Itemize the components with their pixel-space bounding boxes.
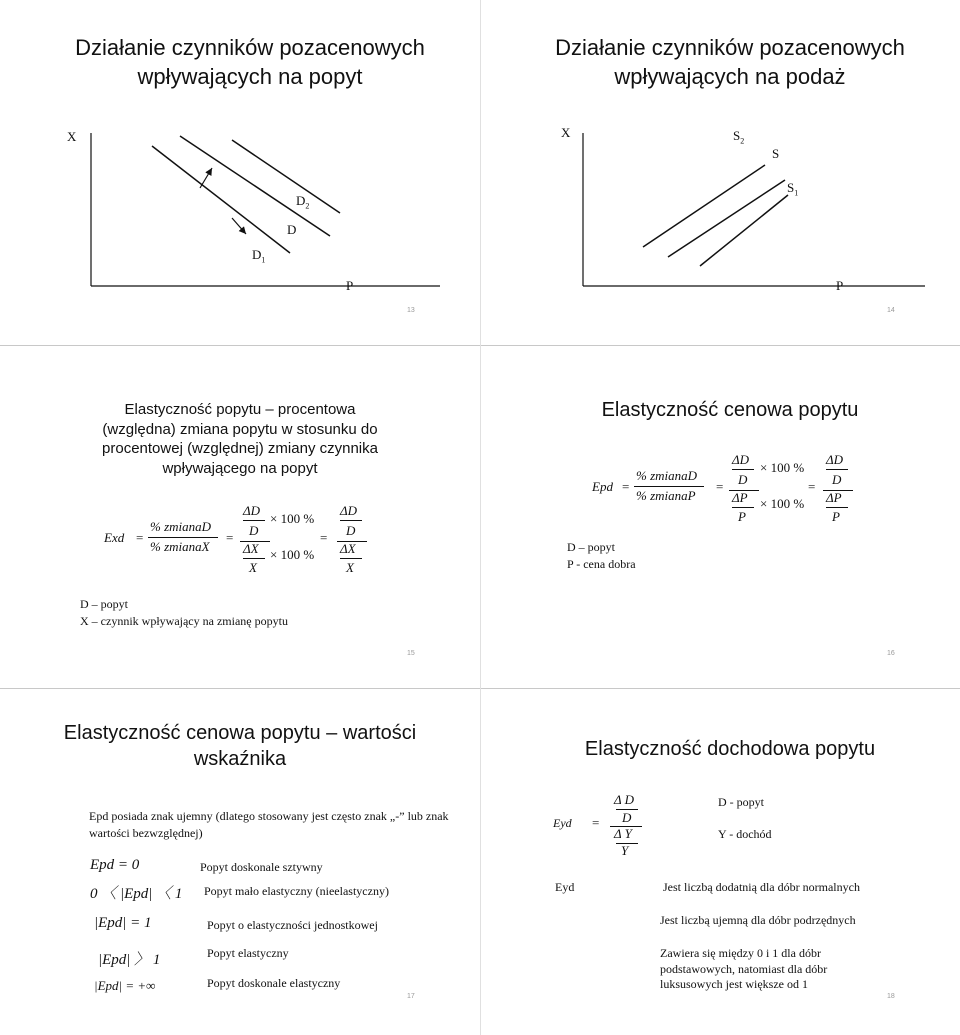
slide-title: Elastyczność dochodowa popytu <box>584 738 876 760</box>
delta-d: Δ D <box>614 792 635 807</box>
label-s2: $S_2$ <box>733 128 745 146</box>
intro-text: Epd posiada znak ujemny (dlatego stosowany jest często znak „-” lub znak wartości bezwzględnej) <box>89 809 449 841</box>
row-formula: |Epd| = +∞ <box>94 978 156 993</box>
page-number: 13 <box>407 307 415 314</box>
page-number: 18 <box>887 993 895 1000</box>
times-100: × 100 % <box>760 496 805 511</box>
legend-line: D - popyt <box>718 795 764 809</box>
d: D <box>832 472 842 487</box>
slide-15 <box>0 345 480 688</box>
y-axis-label: X <box>67 129 77 144</box>
label-s: S <box>772 146 780 161</box>
slide-title: Elastyczność popytu – procentowa (względna) zmiana popytu w stosunku do procentowej (względnej) zmiany czynnika wpływającego na popyt <box>102 401 378 477</box>
delta-p: ΔP <box>826 490 842 505</box>
slide-title: Działanie czynników pozacenowych wpływających na popyt <box>75 35 425 89</box>
formula-lhs: Epd <box>592 479 613 494</box>
page-number: 14 <box>887 307 895 314</box>
times-100: × 100 % <box>760 460 805 475</box>
row-description: Popyt elastyczny <box>207 946 289 960</box>
rule-row: Jest liczbą ujemną dla dóbr podrzędnych <box>660 913 856 927</box>
eyd-label: Eyd <box>555 880 575 894</box>
d: D <box>249 523 259 538</box>
label-d: D <box>287 222 297 237</box>
row-description: Popyt mało elastyczny (nieelastyczny) <box>204 884 389 898</box>
x-axis-label: P <box>836 278 844 293</box>
row-description: Popyt o elastyczności jednostkowej <box>207 918 378 932</box>
delta-p: ΔP <box>732 490 748 505</box>
row-description: Popyt doskonale sztywny <box>200 860 323 874</box>
label-d2: $D_2$ <box>296 193 310 211</box>
p: P <box>832 509 840 524</box>
x-axis-label: P <box>346 278 354 293</box>
denominator: % zmianaP <box>636 488 696 503</box>
x: X <box>346 560 354 575</box>
numerator: % zmianaD <box>636 468 698 483</box>
row-description: Popyt doskonale elastyczny <box>207 976 341 990</box>
slide-13 <box>0 0 480 345</box>
d: D <box>622 810 632 825</box>
numerator: % zmianaD <box>150 519 212 534</box>
row-formula: Epd = 0 <box>90 857 140 873</box>
rule-row: Zawiera się między 0 i 1 dla dóbr podstawowych, natomiast dla dóbr luksusowych jest większe od 1 <box>660 946 828 992</box>
row-formula: |Epd| = 1 <box>94 915 152 931</box>
label-s1: $S_1$ <box>787 180 799 198</box>
equals-sign: = <box>592 815 600 830</box>
rule-row: Jest liczbą dodatnią dla dóbr normalnych <box>663 880 860 894</box>
page-number: 15 <box>407 650 415 657</box>
legend-line: P - cena dobra <box>567 557 636 571</box>
legend-line: Y - dochód <box>718 827 772 841</box>
delta-d: ΔD <box>826 452 844 467</box>
slide-16 <box>480 345 960 688</box>
equals-sign: = <box>808 479 816 494</box>
slide-14 <box>480 0 960 345</box>
formula-lhs: Eyd <box>553 816 572 830</box>
row-formula: 0 〈 |Epd| 〈 1 <box>90 886 183 902</box>
times-100: × 100 % <box>270 511 315 526</box>
delta-d: ΔD <box>243 503 261 518</box>
delta-x: ΔX <box>243 541 259 556</box>
legend-line: D – popyt <box>80 597 128 611</box>
supply-curve-s1 <box>700 195 788 266</box>
slide-title: Elastyczność cenowa popytu – wartości wskaźnika <box>63 722 417 770</box>
delta-y: Δ Y <box>614 826 632 841</box>
slide-17 <box>0 688 480 1035</box>
delta-x: ΔX <box>340 541 356 556</box>
shift-arrow-down <box>232 218 246 234</box>
equals-sign: = <box>716 479 724 494</box>
supply-shift-diagram <box>480 0 960 345</box>
legend-line: D – popyt <box>567 540 615 554</box>
equals-sign: = <box>226 530 234 545</box>
demand-curve-d1 <box>152 146 290 253</box>
page-number: 16 <box>887 650 895 657</box>
y: Y <box>621 843 629 858</box>
page-number: 17 <box>407 993 415 1000</box>
equals-sign: = <box>320 530 328 545</box>
row-formula: |Epd| 〉 1 <box>98 952 161 968</box>
slide-title: Elastyczność cenowa popytu <box>601 399 859 421</box>
p: P <box>738 509 746 524</box>
equals-sign: = <box>136 530 144 545</box>
denominator: % zmianaX <box>150 539 210 554</box>
slide-18 <box>480 688 960 1035</box>
legend-line: X – czynnik wpływający na zmianę popytu <box>80 614 288 628</box>
formula-lhs: Exd <box>104 530 125 545</box>
slide-title: Działanie czynników pozacenowych wpływających na podaż <box>555 35 905 89</box>
d: D <box>346 523 356 538</box>
demand-curve-d2 <box>232 140 340 213</box>
d: D <box>738 472 748 487</box>
delta-d: ΔD <box>340 503 358 518</box>
y-axis-label: X <box>561 125 571 140</box>
delta-d: ΔD <box>732 452 750 467</box>
times-100: × 100 % <box>270 547 315 562</box>
x: X <box>249 560 257 575</box>
label-d1: $D_1$ <box>252 247 266 265</box>
equals-sign: = <box>622 479 630 494</box>
demand-shift-diagram <box>0 0 480 345</box>
shift-arrow-up <box>200 168 212 188</box>
